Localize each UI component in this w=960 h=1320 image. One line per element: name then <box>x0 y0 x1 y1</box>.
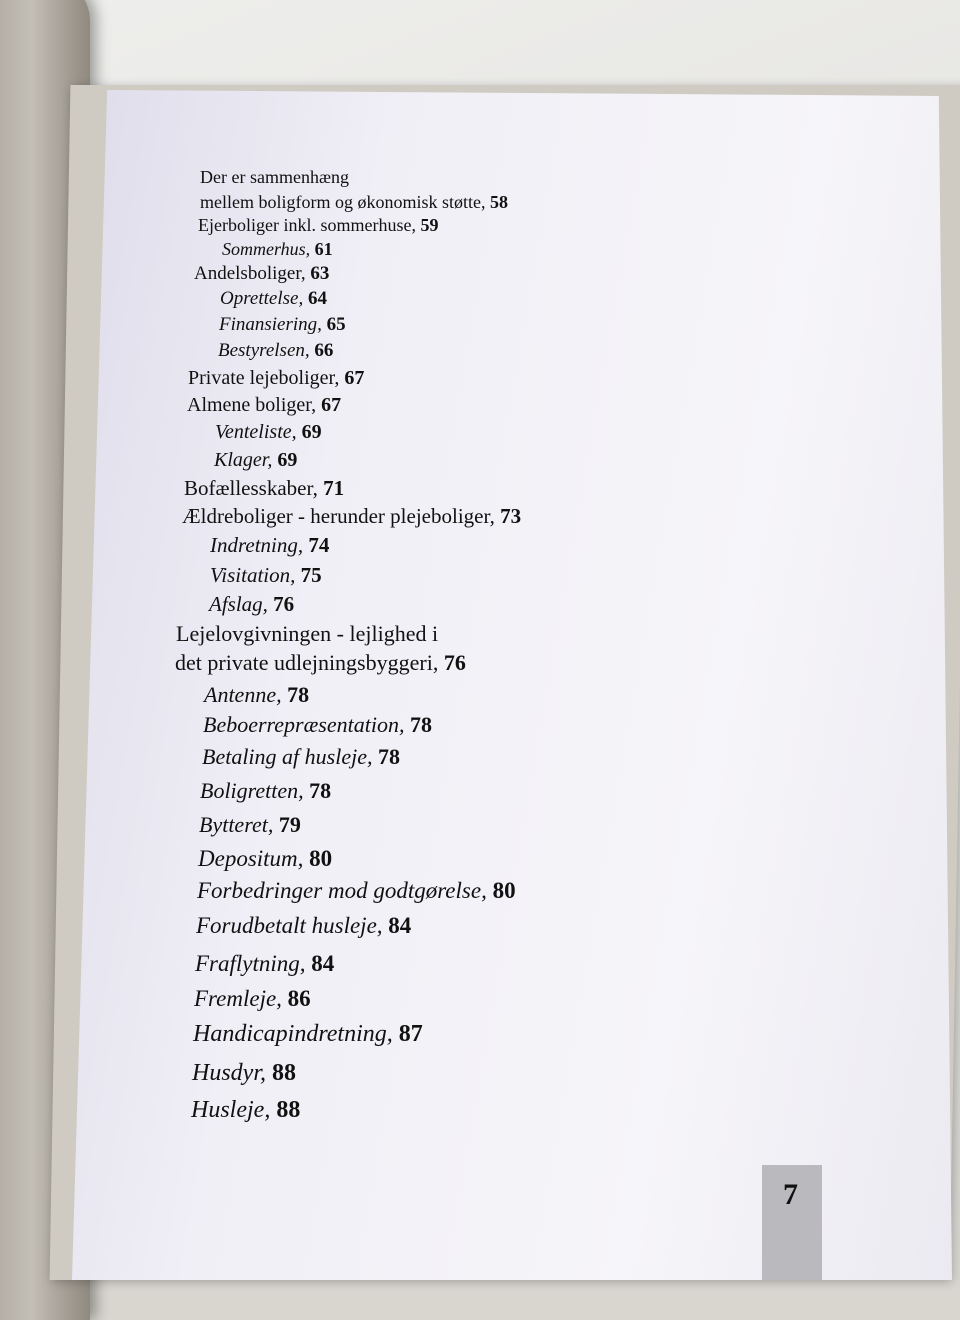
toc-entry-page-number: 63 <box>310 263 330 284</box>
toc-entry <box>182 506 521 527</box>
toc-entry-label: Finansiering, <box>219 314 327 335</box>
toc-entry-label: Husleje, <box>191 1097 277 1123</box>
toc-entry-label: Bytteret, <box>199 812 279 837</box>
toc-entry-label: Forbedringer mod godtgørelse, <box>197 878 493 903</box>
toc-entry-page-number: 65 <box>326 314 346 335</box>
toc-entry-label: Ældreboliger - herunder plejeboliger, <box>182 504 501 528</box>
toc-entry-page-number: 64 <box>307 288 327 309</box>
toc-entry-page-number: 84 <box>311 951 335 976</box>
toc-subentry <box>200 780 331 802</box>
toc-entry-page-number: 67 <box>344 367 365 389</box>
toc-entry-page-number: 88 <box>276 1097 301 1123</box>
toc-entry-page-number: 84 <box>388 913 412 938</box>
toc-entry-page-number: 86 <box>287 986 311 1011</box>
toc-entry <box>194 264 329 283</box>
toc-entry-label: Klager, <box>214 449 278 471</box>
toc-subentry <box>192 1061 296 1085</box>
toc-entry-label: det private udlejningsbyggeri, <box>175 650 444 675</box>
toc-entry-page-number: 80 <box>492 878 516 903</box>
toc-entry <box>200 168 349 186</box>
toc-entry-label: Depositum, <box>198 846 310 871</box>
toc-subentry <box>203 714 432 736</box>
toc-subentry <box>222 240 333 258</box>
toc-entry <box>198 216 438 234</box>
toc-entry-page-number: 67 <box>321 394 342 416</box>
toc-entry-page-number: 88 <box>272 1060 297 1086</box>
toc-entry-page-number: 75 <box>300 563 322 587</box>
toc-entry-label: Forudbetalt husleje, <box>196 913 389 938</box>
toc-entry-label: Ejerboliger inkl. sommerhuse, <box>198 215 421 235</box>
toc-entry-label: Lejelovgivningen - lejlighed i <box>176 621 439 646</box>
toc-entry-page-number: 76 <box>443 650 466 675</box>
toc-entry-label: Der er sammenhæng <box>200 167 349 187</box>
toc-entry <box>200 193 508 211</box>
toc-entry-page-number: 71 <box>323 476 345 500</box>
toc-entry <box>188 368 364 388</box>
toc-entry-page-number: 87 <box>398 1021 423 1047</box>
toc-subentry <box>196 914 411 937</box>
toc-entry-page-number: 66 <box>314 340 334 361</box>
toc-subentry <box>194 987 311 1010</box>
toc-entry-label: mellem boligform og økonomisk støtte, <box>200 192 490 212</box>
toc-entry <box>176 623 438 645</box>
toc-entry-label: Indretning, <box>210 533 309 557</box>
toc-subentry <box>214 450 297 470</box>
toc-subentry <box>198 847 332 870</box>
toc-entry-label: Private lejeboliger, <box>188 367 345 389</box>
toc-subentry <box>209 594 294 615</box>
toc-entry-page-number: 74 <box>308 533 330 557</box>
page-number: 7 <box>783 1178 798 1211</box>
toc-subentry <box>219 315 346 334</box>
toc-entry-page-number: 59 <box>420 215 439 235</box>
toc-entry-page-number: 78 <box>377 744 400 769</box>
toc-entry-page-number: 78 <box>409 712 432 737</box>
toc-entry-label: Venteliste, <box>215 421 302 443</box>
toc-subentry <box>195 952 334 975</box>
toc-subentry <box>220 289 327 308</box>
toc-subentry <box>202 746 400 768</box>
toc-entry-label: Boligretten, <box>200 778 310 803</box>
toc-entry <box>187 395 341 415</box>
toc-entry-page-number: 78 <box>309 778 332 803</box>
toc-subentry <box>218 341 333 360</box>
toc-entry-label: Husdyr, <box>192 1060 273 1086</box>
toc-entry-page-number: 79 <box>278 812 301 837</box>
toc-entry-page-number: 78 <box>287 682 310 707</box>
toc-subentry <box>197 879 516 902</box>
toc-entry-label: Almene boliger, <box>187 394 322 416</box>
toc-subentry <box>215 422 322 442</box>
toc-entry-label: Handicapindretning, <box>193 1021 399 1047</box>
toc-entry-label: Fremleje, <box>194 986 288 1011</box>
toc-entry-page-number: 69 <box>301 421 322 443</box>
toc-entry-label: Bofællesskaber, <box>184 476 324 500</box>
toc-entry-page-number: 61 <box>314 239 333 259</box>
toc-entry-page-number: 73 <box>500 504 522 528</box>
toc-subentry <box>199 814 301 836</box>
toc-entry-page-number: 76 <box>273 592 295 616</box>
toc-subentry <box>193 1022 423 1046</box>
toc-entry-page-number: 58 <box>489 192 508 212</box>
toc-entry-label: Visitation, <box>210 563 301 587</box>
toc-subentry <box>210 565 322 586</box>
toc-subentry <box>204 684 309 706</box>
toc-entry-label: Fraflytning, <box>195 951 312 976</box>
toc-entry-label: Afslag, <box>209 592 274 616</box>
toc-entry-label: Bestyrelsen, <box>218 340 315 361</box>
toc-entry-page-number: 80 <box>309 846 333 871</box>
toc-entry <box>184 478 344 499</box>
toc-entry <box>175 652 466 674</box>
toc-entry-label: Antenne, <box>204 682 288 707</box>
toc-entry-label: Andelsboliger, <box>194 263 311 284</box>
toc-entry-label: Beboerrepræsentation, <box>203 712 410 737</box>
toc-entry-label: Betaling af husleje, <box>202 744 378 769</box>
toc-subentry <box>210 535 329 556</box>
toc-subentry <box>191 1098 300 1122</box>
toc-entry-label: Oprettelse, <box>220 288 308 309</box>
toc-entry-page-number: 69 <box>277 449 298 471</box>
toc-entry-label: Sommerhus, <box>222 239 315 259</box>
